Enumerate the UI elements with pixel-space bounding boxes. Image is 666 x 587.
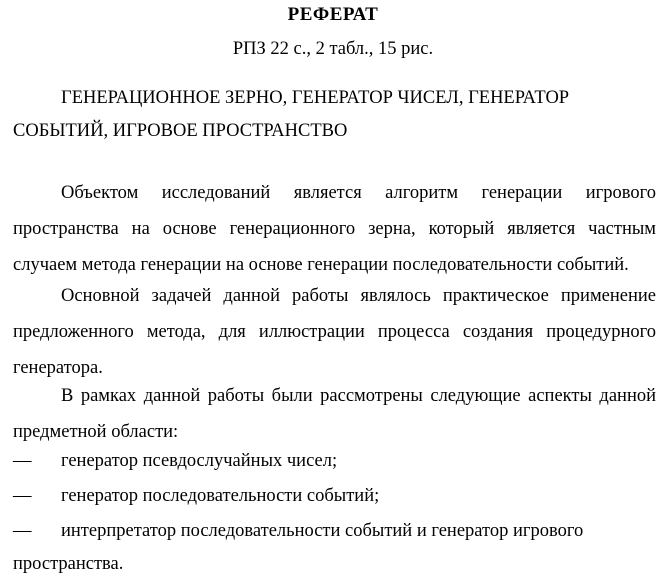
keywords-line-1: ГЕНЕРАЦИОННОЕ ЗЕРНО, ГЕНЕРАТОР ЧИСЕЛ, ГЕНЕРАТОР: [61, 88, 570, 108]
list-item: [13, 515, 656, 581]
paragraph-task: Основной задачей данной работы являлось практическое применение предложенного метода, для иллюстрации процесса создания процедурного генератора.: [13, 286, 656, 378]
list-item-text: интерпретатор последовательности событий и генератор игрового: [61, 521, 584, 541]
list-bullet: —: [13, 521, 32, 541]
list-bullet: —: [13, 486, 32, 506]
keywords-block: [13, 82, 653, 148]
list-item-text: генератор псевдослучайных чисел;: [61, 451, 338, 471]
document-title: РЕФЕРАТ: [287, 4, 379, 25]
paragraph-object: Объектом исследований является алгоритм генерации игрового пространства на основе генерационного зерна, который является частным случаем метода генерации на основе генерации последовательности событий.: [13, 183, 656, 275]
list-item-continuation: пространства.: [13, 554, 124, 574]
document-subtitle: РПЗ 22 с., 2 табл., 15 рис.: [232, 39, 434, 59]
paragraph-aspects: В рамках данной работы были рассмотрены следующие аспекты данной предметной области:: [13, 386, 656, 442]
list-bullet: —: [13, 451, 32, 471]
keywords-line-2: СОБЫТИЙ, ИГРОВОЕ ПРОСТРАНСТВО: [13, 121, 348, 141]
list-item: [13, 445, 656, 478]
list-item: [13, 480, 656, 513]
list-item-text: генератор последовательности событий;: [61, 486, 380, 506]
